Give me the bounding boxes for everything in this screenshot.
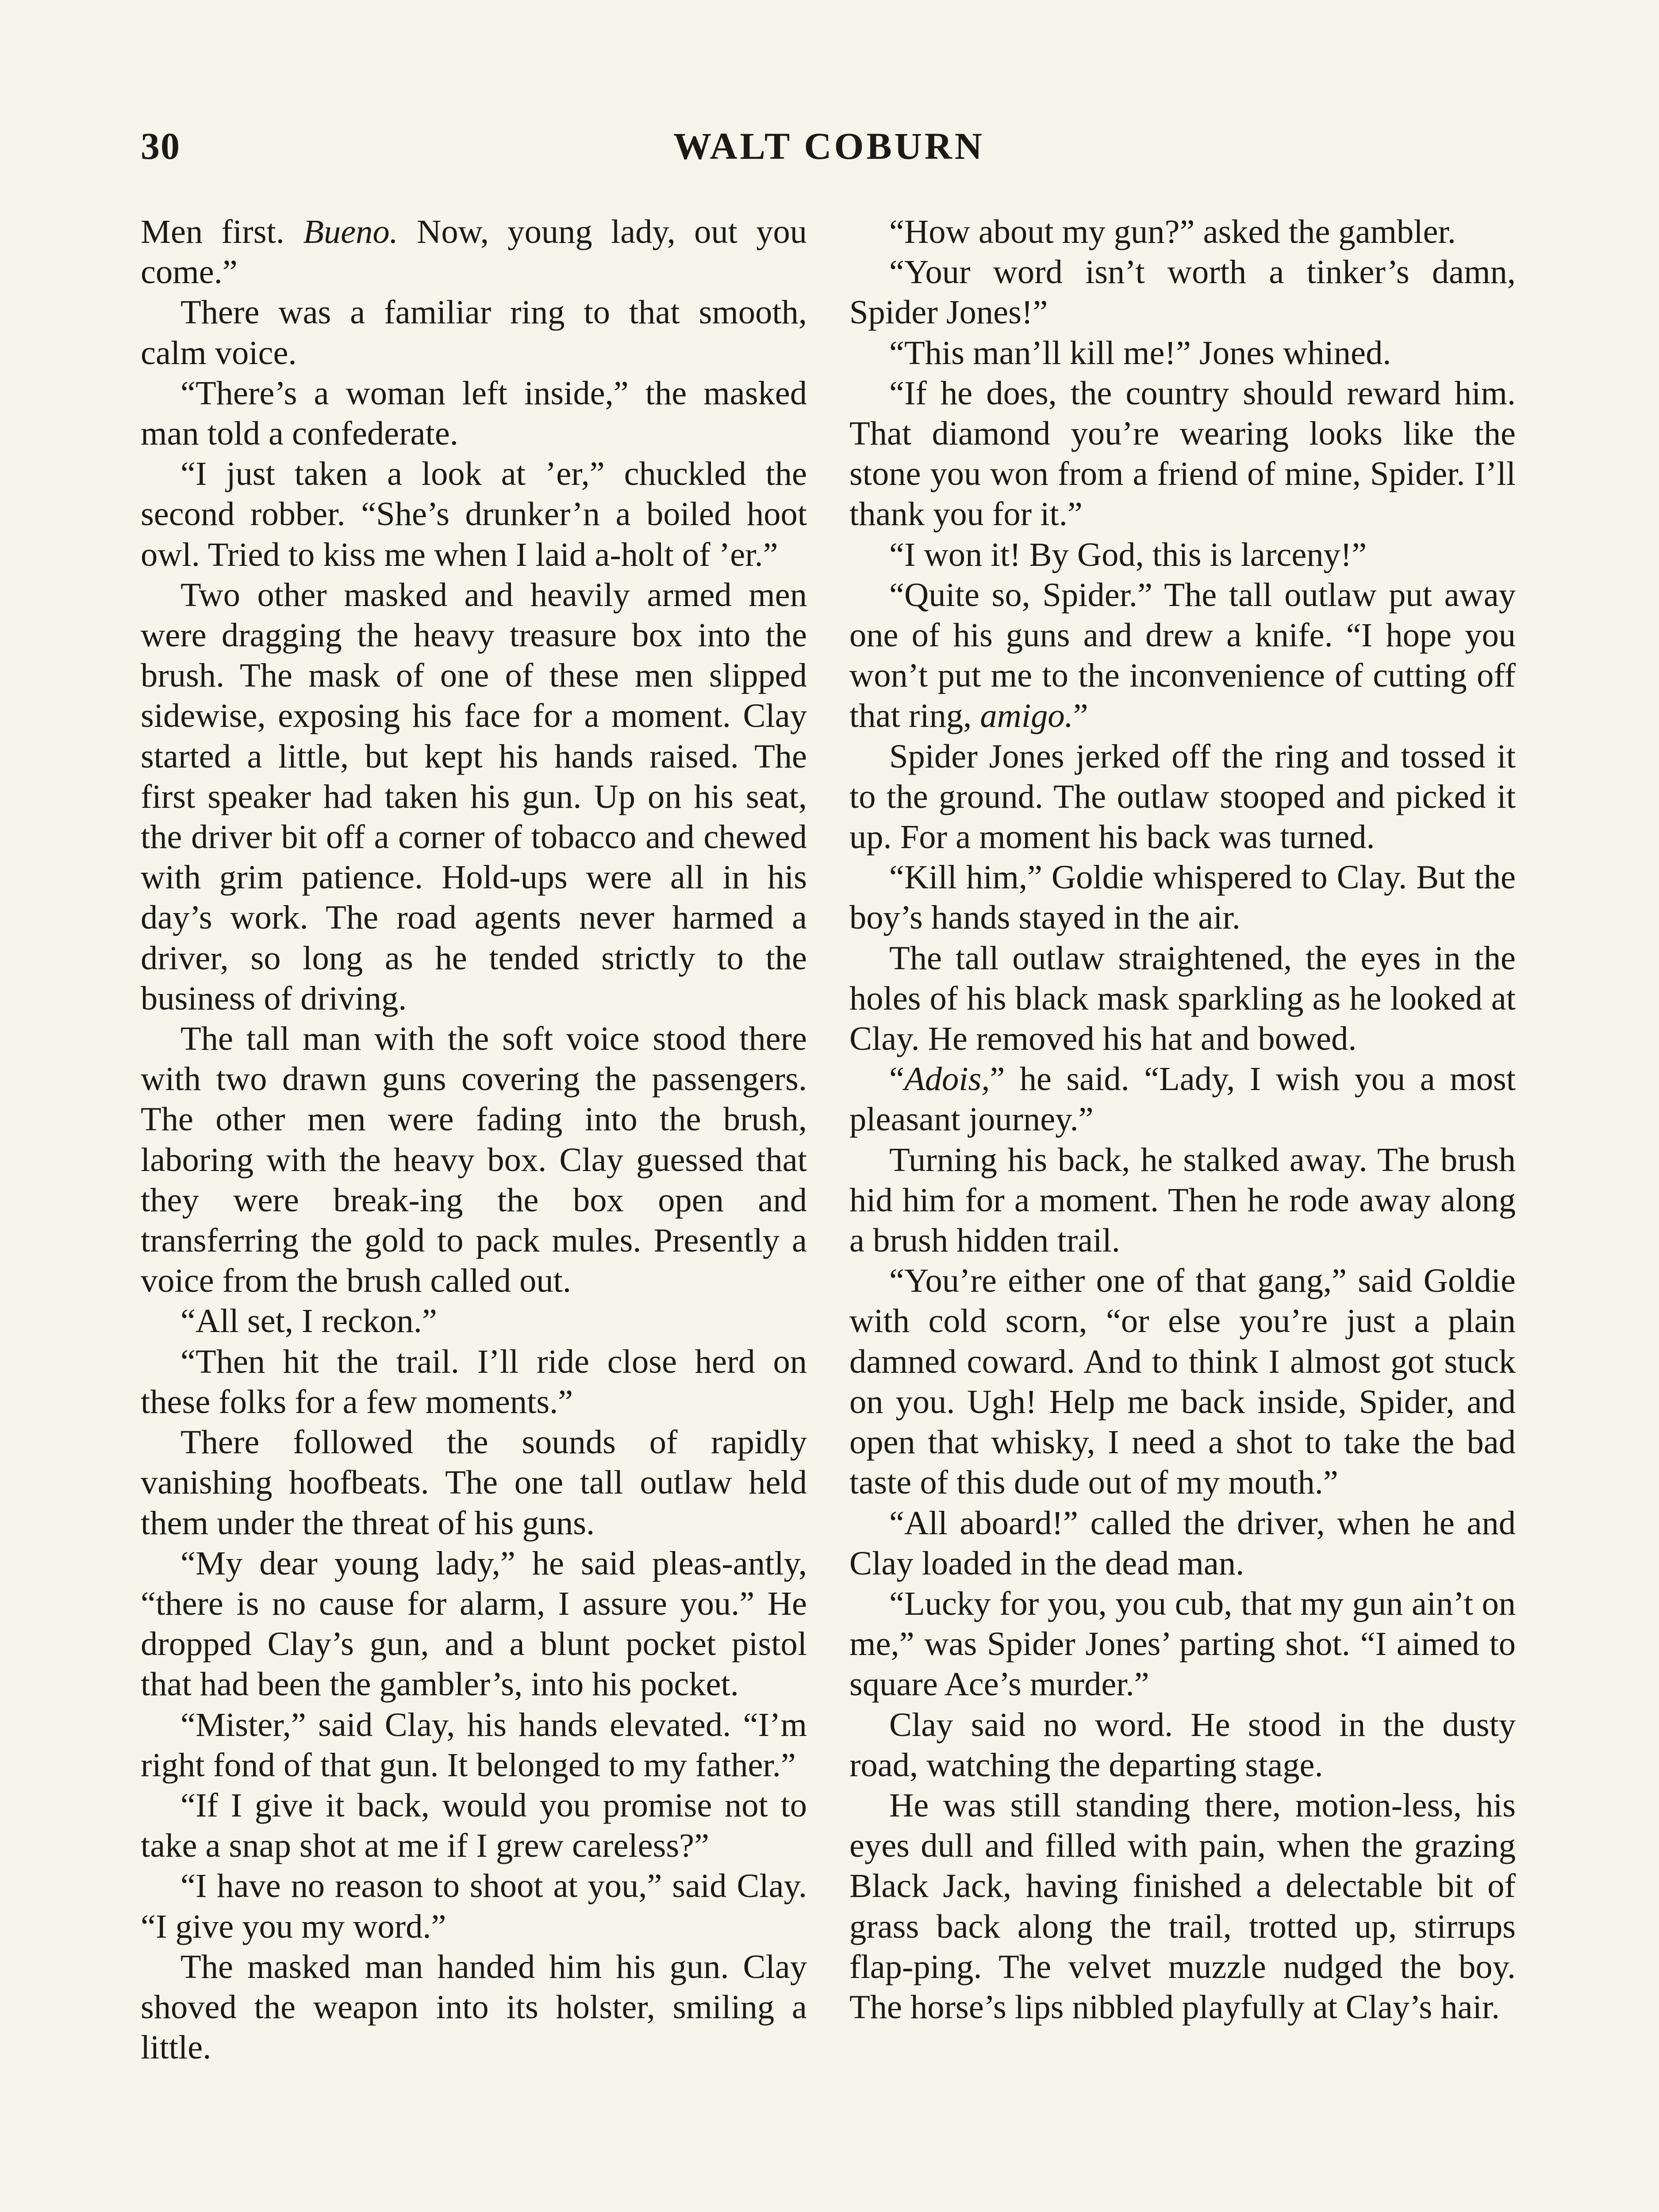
text-run: “Quite so, Spider.” The tall outlaw put away one of his guns and drew a knife. “I hope you won’t put me to the inconvenience of cutting off that ring, bbox=[849, 576, 1516, 735]
italic-text: amigo. bbox=[980, 697, 1073, 735]
text-run: ” bbox=[1073, 697, 1088, 735]
paragraph bbox=[849, 575, 1516, 736]
paragraph: The masked man handed him his gun. Clay shoved the weapon into its holster, smiling a little. bbox=[141, 1947, 807, 2066]
paragraph: There was a familiar ring to that smooth, calm voice. bbox=[141, 293, 807, 372]
paragraph: “I won it! By God, this is larceny!” bbox=[889, 535, 1367, 573]
text-run: “ bbox=[889, 1060, 904, 1098]
paragraph: “Kill him,” Goldie whispered to Clay. But the boy’s hands stayed in the air. bbox=[849, 858, 1516, 937]
paragraph: Spider Jones jerked off the ring and tossed it to the ground. The outlaw stooped and picked it up. For a moment his back was turned. bbox=[849, 737, 1516, 856]
paragraph bbox=[141, 211, 807, 292]
text-column-left bbox=[141, 211, 807, 2067]
paragraph: Two other masked and heavily armed men were dragging the heavy treasure box into the brush. The mask of one of these men slipped sidewise, exposing his face for a moment. Clay started a little, but kept his hands raised. The first speaker had taken his gun. Up on his seat, the driver bit off a corner of tobacco and chewed with grim patience. Hold-ups were all in his day’s work. The road agents never harmed a driver, so long as he tended strictly to the business of driving. bbox=[141, 576, 807, 1017]
paragraph: Turning his back, he stalked away. The brush hid him for a moment. Then he rode away along a brush hidden trail. bbox=[849, 1141, 1516, 1260]
paragraph: “You’re either one of that gang,” said Goldie with cold scorn, “or else you’re just a plain damned coward. And to think I almost got stuck on you. Ugh! Help me back inside, Spider, and open that whisky, I need a shot to take the bad taste of this dude out of my mouth.” bbox=[849, 1262, 1516, 1502]
paragraph: The tall man with the soft voice stood there with two drawn guns covering the passengers. The other men were fading into the brush, laboring with the heavy box. Clay guessed that they were break-ing the box open and transferring the gold to pack mules. Presently a voice from the brush called out. bbox=[141, 1020, 807, 1300]
paragraph: “Lucky for you, you cub, that my gun ain’t on me,” was Spider Jones’ parting shot. “I aimed to square Ace’s murder.” bbox=[849, 1584, 1516, 1703]
page-header bbox=[141, 124, 1517, 173]
paragraph: “Your word isn’t worth a tinker’s damn, Spider Jones!” bbox=[849, 253, 1516, 331]
paragraph: “All set, I reckon.” bbox=[180, 1302, 437, 1340]
paragraph: “This man’ll kill me!” Jones whined. bbox=[889, 334, 1391, 372]
text-run: Now, young lady, out you come.” bbox=[141, 213, 807, 291]
paragraph: “Mister,” said Clay, his hands elevated. “I’m right fond of that gun. It belonged to my father.” bbox=[141, 1705, 807, 1784]
paragraph: Clay said no word. He stood in the dusty road, watching the departing stage. bbox=[849, 1705, 1516, 1784]
paragraph: “I just taken a look at ’er,” chuckled the second robber. “She’s drunker’n a boiled hoot owl. Tried to kiss me when I laid a-holt of ’er.” bbox=[141, 455, 807, 573]
paragraph: “How about my gun?” asked the gambler. bbox=[889, 213, 1456, 250]
text-column-right bbox=[849, 211, 1516, 2027]
paragraph: There followed the sounds of rapidly vanishing hoofbeats. The one tall outlaw held them under the threat of his guns. bbox=[141, 1423, 807, 1542]
paragraph: He was still standing there, motion-less, his eyes dull and filled with pain, when the grazing Black Jack, having finished a delectable bit of grass back along the trail, trotted up, stirrups flap-ping. The velvet muzzle nudged the boy. The horse’s lips nibbled playfully at Clay’s hair. bbox=[849, 1786, 1516, 2026]
paragraph: “Then hit the trail. I’ll ride close herd on these folks for a few moments.” bbox=[141, 1342, 807, 1421]
page-number: 30 bbox=[141, 125, 180, 167]
paragraph bbox=[849, 1059, 1516, 1139]
italic-text: Bueno. bbox=[303, 213, 398, 250]
paragraph: “All aboard!” called the driver, when he and Clay loaded in the dead man. bbox=[849, 1504, 1516, 1582]
paragraph: “There’s a woman left inside,” the masked man told a confederate. bbox=[141, 374, 807, 453]
paragraph: “I have no reason to shoot at you,” said Clay. “I give you my word.” bbox=[141, 1867, 807, 1945]
paragraph: The tall outlaw straightened, the eyes in the holes of his black mask sparkling as he looked at Clay. He removed his hat and bowed. bbox=[849, 939, 1516, 1058]
italic-text: Adois, bbox=[904, 1060, 990, 1098]
text-run: Men first. bbox=[141, 213, 303, 250]
running-head-title: WALT COBURN bbox=[673, 125, 985, 167]
text-run: ” he said. “Lady, I wish you a most pleasant journey.” bbox=[849, 1060, 1516, 1138]
paragraph: “If I give it back, would you promise not to take a snap shot at me if I grew careless?” bbox=[141, 1786, 807, 1865]
paragraph: “My dear young lady,” he said pleas-antly, “there is no cause for alarm, I assure you.” He dropped Clay’s gun, and a blunt pocket pistol that had been the gambler’s, into his pocket. bbox=[141, 1544, 807, 1703]
paragraph: “If he does, the country should reward him. That diamond you’re wearing looks like the stone you won from a friend of mine, Spider. I’ll thank you for it.” bbox=[849, 374, 1516, 533]
